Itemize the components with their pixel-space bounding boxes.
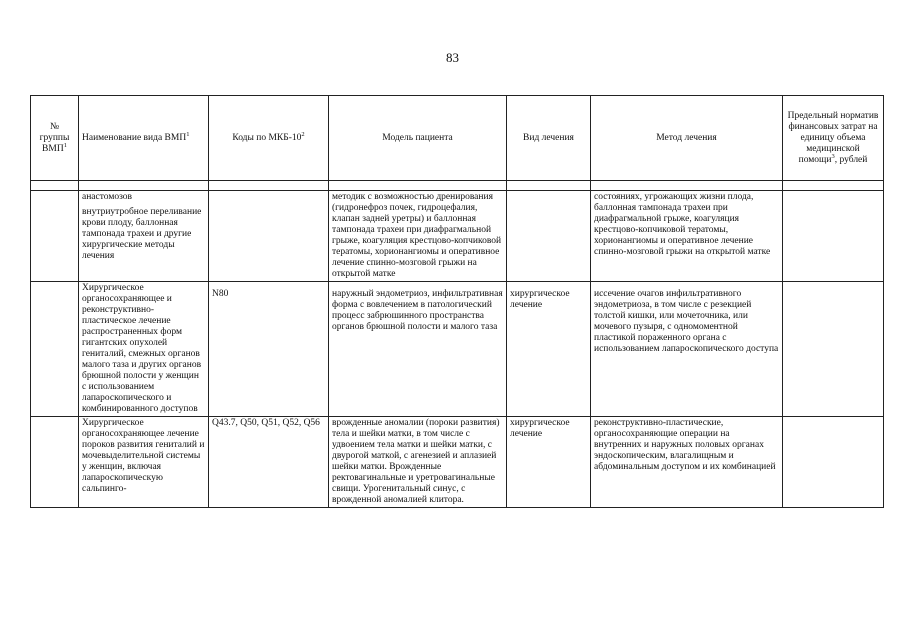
cell-treatment: хирургическое лечение	[507, 282, 591, 417]
header-codes: Коды по МКБ-$10^2$	[209, 96, 329, 181]
table-row	[31, 417, 884, 508]
cell-group	[31, 282, 79, 417]
cell-name: Хирургическое органосохраняющее лечение пороков развития гениталий и мочевыделительной системы у женщин, включая лапароскопическую сальпинго-	[79, 417, 209, 508]
header-cost: Предельный норматив финансовых затрат на единицу объема медицинской помощи$^3$, рублей	[783, 96, 884, 181]
cell-name-part: анастомозов	[82, 192, 133, 202]
cell-method: иссечение очагов инфильтративного эндометриоза, в том числе с резекцией толстой кишки, или мочеточника, или мочевого пузыря, с одномоментной пластикой пораженного органа с использованием лапароскопического доступа	[591, 282, 783, 417]
header-name: Наименование вида ВМП$^1$	[79, 96, 209, 181]
header-model: Модель пациента	[329, 96, 507, 181]
cell-cost	[783, 282, 884, 417]
cell-method: реконструктивно-пластические, органосохраняющие операции на внутренних и наружных половых органах эндоскопическим, влагалищным и абдоминальным доступом и их комбинацией	[591, 417, 783, 508]
cell-cost	[783, 417, 884, 508]
cell-name	[79, 191, 209, 282]
cell-codes	[209, 191, 329, 282]
cell-treatment	[507, 191, 591, 282]
cell-group	[31, 417, 79, 508]
spacer-row	[31, 181, 884, 191]
cell-model: врожденные аномалии (пороки развития) тела и шейки матки, в том числе с удвоением тела матки и шейки матки, с двурогой маткой, с агенезией и аплазией шейки матки. Врожденные ректовагинальные и уретровагинальные свищи. Урогенитальный синус, с врожденной аномалией клитора.	[329, 417, 507, 508]
cell-name-part: внутриутробное переливание крови плоду, баллонная тампонада трахеи и другие хирургические методы лечения	[82, 207, 202, 261]
cell-treatment: хирургическое лечение	[507, 417, 591, 508]
cell-model: наружный эндометриоз, инфильтративная форма с вовлечением в патологический процесс забрюшинного пространства органов брюшной полости и малого таза	[329, 282, 507, 417]
header-method: Метод лечения	[591, 96, 783, 181]
cell-codes: Q43.7, Q50, Q51, Q52, Q56	[209, 417, 329, 508]
page-number: 83	[446, 50, 459, 65]
cell-cost	[783, 191, 884, 282]
header-treatment: Вид лечения	[507, 96, 591, 181]
table-row	[31, 191, 884, 282]
cell-name: Хирургическое органосохраняющее и реконструктивно-пластическое лечение распространенных форм гигантских опухолей гениталий, смежных органов малого таза и других органов брюшной полости у женщин с использованием лапароскопического и комбинированного доступов	[79, 282, 209, 417]
vmp-table	[30, 95, 884, 508]
header-group: № группы ВМП$^1$	[31, 96, 79, 181]
cell-codes: N80	[209, 282, 329, 417]
table-header-row	[31, 96, 884, 181]
cell-model: методик с возможностью дренирования (гидронефроз почек, гидроцефалия, клапан задней уретры) и баллонная тампонада трахеи при диафрагмальной грыже, коагуляция крестцово-копчиковой тератомы, хорионангиомы и оперативное лечение спинно-мозговой грыжи на открытой матке	[329, 191, 507, 282]
table-row	[31, 282, 884, 417]
cell-group	[31, 191, 79, 282]
cell-method: состояниях, угрожающих жизни плода, баллонная тампонада трахеи при диафрагмальной грыже, коагуляция крестцово-копчиковой тератомы, хорионангиомы и оперативное лечение спинно-мозговой грыжи на открытой матке	[591, 191, 783, 282]
